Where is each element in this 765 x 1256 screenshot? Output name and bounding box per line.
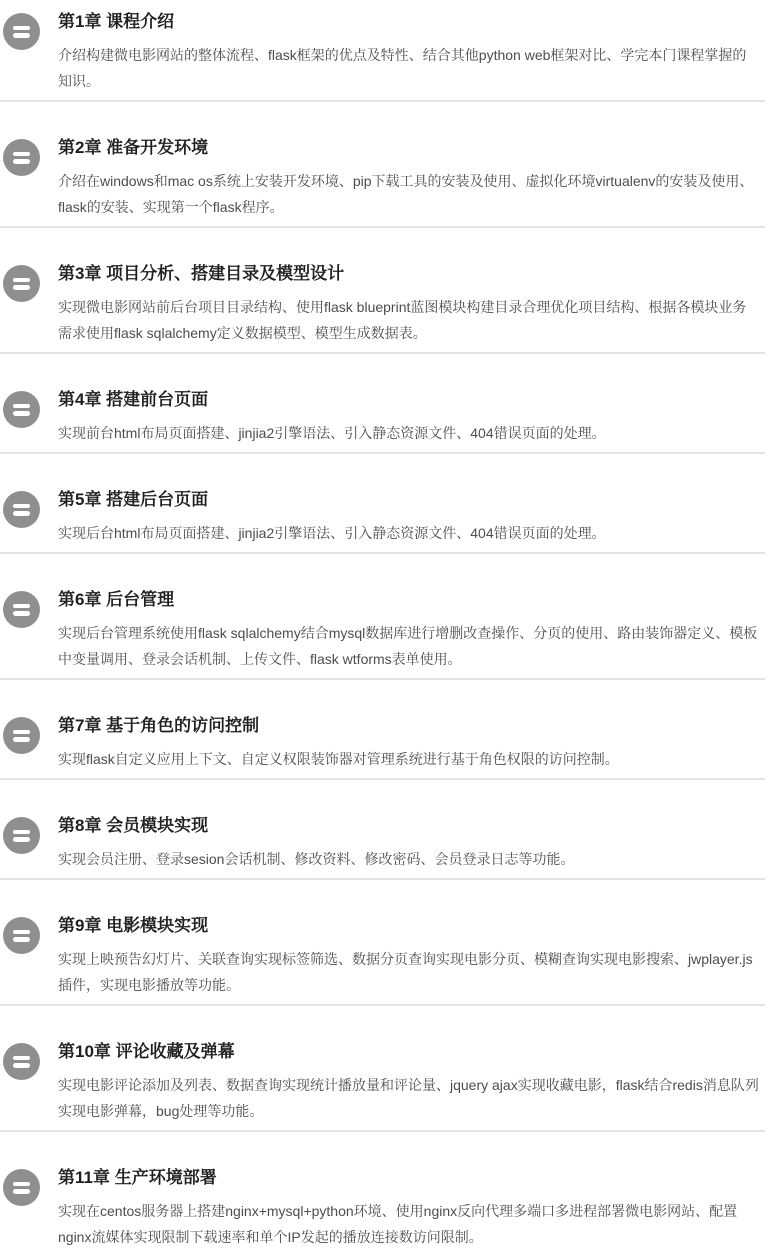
collapse-icon-bar xyxy=(13,152,30,157)
collapse-chapter-icon[interactable] xyxy=(3,1043,40,1080)
collapse-chapter-icon[interactable] xyxy=(3,391,40,428)
collapse-chapter-icon[interactable] xyxy=(3,139,40,176)
collapse-icon-bar xyxy=(13,504,30,509)
chapter-content xyxy=(58,136,765,220)
chapter-icon-column xyxy=(0,136,58,176)
chapter-title: 第7章 基于角色的访问控制 xyxy=(58,716,260,735)
chapter-icon-column xyxy=(0,388,58,428)
collapse-icon-bar xyxy=(13,737,30,742)
collapse-icon-bar xyxy=(13,1063,30,1068)
collapse-chapter-icon[interactable] xyxy=(3,1169,40,1206)
collapse-icon-bar xyxy=(13,837,30,842)
chapter-title: 第5章 搭建后台页面 xyxy=(58,490,209,509)
chapter-row[interactable] xyxy=(0,1132,765,1256)
chapter-content xyxy=(58,10,765,94)
chapter-content xyxy=(58,914,765,998)
chapter-description: 实现flask自定义应用上下文、自定义权限装饰器对管理系统进行基于角色权限的访问控制。 xyxy=(58,751,619,767)
collapse-icon-bar xyxy=(13,411,30,416)
chapter-description: 介绍在windows和mac os系统上安装开发环境、pip下载工具的安装及使用、虚拟化环境virtualenv的安装及使用、flask的安装、实现第一个flask程序。 xyxy=(58,173,754,215)
chapter-title: 第2章 准备开发环境 xyxy=(58,138,209,157)
chapter-description: 实现后台管理系统使用flask sqlalchemy结合mysql数据库进行增删改查操作、分页的使用、路由装饰器定义、模板中变量调用、登录会话机制、上传文件、flask wtforms表单使用。 xyxy=(58,625,758,667)
chapter-description: 介绍构建微电影网站的整体流程、flask框架的优点及特性、结合其他python web框架对比、学完本门课程掌握的知识。 xyxy=(58,47,747,89)
chapter-row[interactable] xyxy=(0,880,765,1006)
chapter-icon-column xyxy=(0,814,58,854)
collapse-icon-bar xyxy=(13,33,30,38)
chapter-description: 实现上映预告幻灯片、关联查询实现标签筛选、数据分页查询实现电影分页、模糊查询实现电影搜索、jwplayer.js插件，实现电影播放等功能。 xyxy=(58,951,753,993)
chapter-description: 实现微电影网站前后台项目目录结构、使用flask blueprint蓝图模块构建目录合理优化项目结构、根据各模块业务需求使用flask sqlalchemy定义数据模型、模型生成数据表。 xyxy=(58,299,747,341)
collapse-icon-bar xyxy=(13,511,30,516)
chapter-content xyxy=(58,814,765,872)
chapter-description: 实现电影评论添加及列表、数据查询实现统计播放量和评论量、jquery ajax实现收藏电影，flask结合redis消息队列实现电影弹幕，bug处理等功能。 xyxy=(58,1077,759,1119)
chapter-description: 实现在centos服务器上搭建nginx+mysql+python环境、使用nginx反向代理多端口多进程部署微电影网站、配置nginx流媒体实现限制下载速率和单个IP发起的播放连接数访问限制。 xyxy=(58,1203,738,1245)
chapter-title: 第6章 后台管理 xyxy=(58,590,175,609)
chapter-icon-column xyxy=(0,1040,58,1080)
chapter-row[interactable] xyxy=(0,102,765,228)
collapse-icon-bar xyxy=(13,404,30,409)
chapter-title: 第8章 会员模块实现 xyxy=(58,816,209,835)
chapter-row[interactable] xyxy=(0,354,765,454)
collapse-icon-bar xyxy=(13,930,30,935)
chapter-row[interactable] xyxy=(0,554,765,680)
collapse-icon-bar xyxy=(13,1182,30,1187)
chapter-content xyxy=(58,388,765,446)
collapse-chapter-icon[interactable] xyxy=(3,817,40,854)
collapse-icon-bar xyxy=(13,604,30,609)
collapse-icon-bar xyxy=(13,159,30,164)
collapse-icon-bar xyxy=(13,937,30,942)
chapter-title: 第11章 生产环境部署 xyxy=(58,1168,217,1187)
collapse-chapter-icon[interactable] xyxy=(3,917,40,954)
chapter-content xyxy=(58,1040,765,1124)
collapse-chapter-icon[interactable] xyxy=(3,491,40,528)
chapter-title: 第4章 搭建前台页面 xyxy=(58,390,209,409)
chapter-content xyxy=(58,262,765,346)
chapter-icon-column xyxy=(0,1166,58,1206)
chapter-description: 实现前台html布局页面搭建、jinjia2引擎语法、引入静态资源文件、404错误页面的处理。 xyxy=(58,425,606,441)
chapter-row[interactable] xyxy=(0,1006,765,1132)
chapter-icon-column xyxy=(0,262,58,302)
collapse-icon-bar xyxy=(13,611,30,616)
chapter-content xyxy=(58,714,765,772)
chapter-icon-column xyxy=(0,588,58,628)
chapter-row[interactable] xyxy=(0,680,765,780)
chapter-row[interactable] xyxy=(0,0,765,102)
chapter-content xyxy=(58,588,765,672)
chapter-icon-column xyxy=(0,488,58,528)
chapter-title: 第3章 项目分析、搭建目录及模型设计 xyxy=(58,264,345,283)
collapse-icon-bar xyxy=(13,1056,30,1061)
collapse-icon-bar xyxy=(13,26,30,31)
chapter-content xyxy=(58,1166,765,1250)
chapter-title: 第9章 电影模块实现 xyxy=(58,916,209,935)
collapse-chapter-icon[interactable] xyxy=(3,265,40,302)
chapter-content xyxy=(58,488,765,546)
chapter-row[interactable] xyxy=(0,454,765,554)
chapter-icon-column xyxy=(0,10,58,50)
collapse-icon-bar xyxy=(13,278,30,283)
collapse-icon-bar xyxy=(13,830,30,835)
chapter-description: 实现后台html布局页面搭建、jinjia2引擎语法、引入静态资源文件、404错误页面的处理。 xyxy=(58,525,606,541)
collapse-chapter-icon[interactable] xyxy=(3,13,40,50)
collapse-chapter-icon[interactable] xyxy=(3,591,40,628)
chapter-icon-column xyxy=(0,714,58,754)
collapse-icon-bar xyxy=(13,285,30,290)
collapse-icon-bar xyxy=(13,1189,30,1194)
chapter-description: 实现会员注册、登录sesion会话机制、修改资料、修改密码、会员登录日志等功能。 xyxy=(58,851,575,867)
chapter-row[interactable] xyxy=(0,228,765,354)
collapse-icon-bar xyxy=(13,730,30,735)
chapter-title: 第1章 课程介绍 xyxy=(58,12,175,31)
collapse-chapter-icon[interactable] xyxy=(3,717,40,754)
chapter-row[interactable] xyxy=(0,780,765,880)
chapter-icon-column xyxy=(0,914,58,954)
chapter-title: 第10章 评论收藏及弹幕 xyxy=(58,1042,235,1061)
